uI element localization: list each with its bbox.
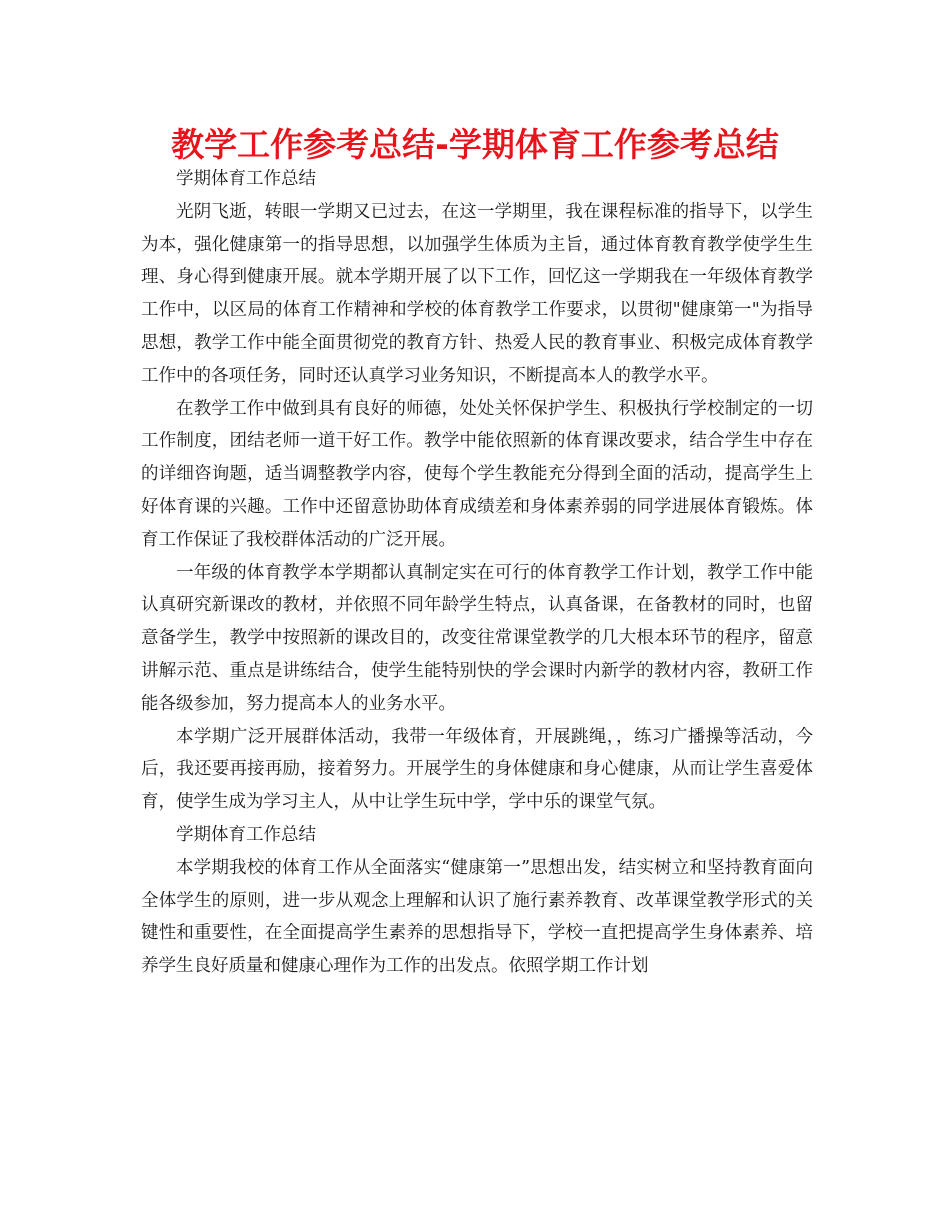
paragraph: 一年级的体育教学本学期都认真制定实在可行的体育教学工作计划，教学工作中能认真研究新课改的教材，并依照不同年龄学生特点，认真备课，在备教材的同时，也留意备学生，教学中按照新的课改目的，改变往常课堂教学的几大根本环节的程序，留意讲解示范、重点是讲练结合，使学生能特别快的学会课时内新学的教材内容，教研工作能各级参加，努力提高本人的业务水平。 [141,562,813,714]
document-body [141,163,813,983]
document-title: 教学工作参考总结-学期体育工作参考总结 [171,125,779,164]
paragraph: 本学期我校的体育工作从全面落实“健康第一”思想出发，结实树立和坚持教育面向全体学生的原则，进一步从观念上理解和认识了施行素养教育、改革课堂教学形式的关键性和重要性，在全面提高学生素养的思想指导下，学校一直把提高学生身体素养、培养学生良好质量和健康心理作为工作的出发点。依照学期工作计划 [141,857,813,977]
paragraph: 光阴飞逝，转眼一学期又已过去，在这一学期里，我在课程标准的指导下，以学生为本，强化健康第一的指导思想，以加强学生体质为主旨，通过体育教育教学使学生生理、身心得到健康开展。就本学期开展了以下工作，回忆这一学期我在一年级体育教学工作中，以区局的体育工作精神和学校的体育教学工作要求，以贯彻"健康第一"为指导思想，教学工作中能全面贯彻党的教育方针、热爱人民的教育事业、积极完成体育教学工作中的各项任务，同时还认真学习业务知识，不断提高本人的教学水平。 [141,201,813,386]
paragraph: 在教学工作中做到具有良好的师德，处处关怀保护学生、积极执行学校制定的一切工作制度，团结老师一道干好工作。教学中能依照新的体育课改要求，结合学生中存在的详细咨询题，适当调整教学内容，使每个学生教能充分得到全面的活动，提高学生上好体育课的兴趣。工作中还留意协助体育成绩差和身体素养弱的同学进展体育锻炼。体育工作保证了我校群体活动的广泛开展。 [141,398,813,550]
section-heading: 学期体育工作总结 [176,824,316,845]
section-heading: 学期体育工作总结 [176,169,316,189]
paragraph: 本学期广泛开展群体活动，我带一年级体育，开展跳绳，，练习广播操等活动，今后，我还要再接再励，接着努力。开展学生的身体健康和身心健康，从而让学生喜爱体育，使学生成为学习主人，从中让学生玩中学，学中乐的课堂气氛。 [141,726,813,813]
